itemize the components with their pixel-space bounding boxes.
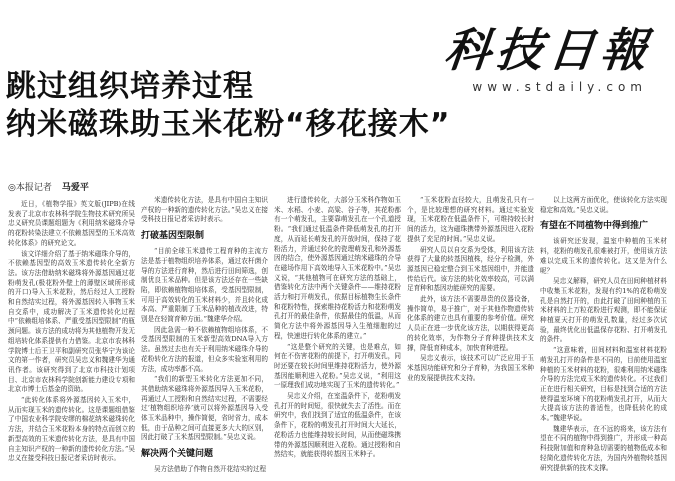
article-paragraph: 研究人员以自交系为受体，利用该方法获得了大量的转基因植株，经分子检测，外源基因已稳定整合到玉米基因组中，并能遗传给后代。该方法的转化效率较高，可以满足育种和基因功能研究的需要。 xyxy=(407,245,534,293)
article-paragraph: 此外，该方法不需要昂贵的仪器设备，操作简单，易于推广，对于其他作物遗传转化体系的建立也具有重要的参考价值。研究人员正在进一步优化该方法，以期获得更高的转化效率，为作物分子育种提供技术支撑，降低育种成本，加快育种进程。 xyxy=(407,295,534,352)
headline xyxy=(6,68,566,144)
article-paragraph: 米遗传转化方法，是具有中国自主知识产权的一种新的遗传转化方法。”吴忠义在接受科技日报记者采访时表示。 xyxy=(141,196,268,224)
byline xyxy=(8,180,89,193)
article-paragraph: 吴忠义解释，研究人员在田间种植材料中收集玉米花粉，发现有约1%的花粉萌发孔是自然打开的，由此打破了田间种植的玉米材料的上万粒花粉进行观测，即不能保证种植夏天打开的萌发孔数量，经过多次试验，最终优化出低温保存花粉、打开萌发孔的条件。 xyxy=(540,277,667,344)
newspaper-logo: 科技日報 xyxy=(441,23,656,77)
article-column-5 xyxy=(540,196,667,478)
byline-author: 马爱平 xyxy=(61,183,89,193)
article-paragraph: 吴方法借助了作物自然开花结实的过程 xyxy=(154,465,267,474)
article-paragraph: “此转化体系将外源基因转入玉米中，从而实现玉米的遗传转化。这是课题组借鉴了中国农业科学院安缪的棉花纳米磁珠转化方法，并结合玉米花粉本身的特点而创立的新型高效的玉米遗传转化方法，是具有中国自主知识产权的一种新的遗传转化方法。”吴忠义在接受科技日报记者采访时表示。 xyxy=(8,396,135,463)
section-heading: 有望在不同植物中得到推广 xyxy=(540,221,649,232)
article-paragraph: 吴忠义表示，该技术可以广泛应用于玉米基因功能研究和分子育种，为我国玉米种业的发展提供技术支持。 xyxy=(407,354,534,382)
article-paragraph: 该文详细介绍了基于纳米磁珠介导的，不依赖基因型的高效玉米遗传转化全新方法。该方法借助纳米磁珠将外源基因通过花粉萌发孔(极花粉外壁上的薄壁区域所形成的开口)导入玉米花粉，然后经过人工授粉和自然结实过程，将外源基因转入事物玉米自交系中，成功解决了玉米遗传转化过程中“依赖组培体系、严重受基因型限制”的瓶颈问题。该方法的成功将为其他植物开发无组培转化体系提供有力借鉴。北京市农林科学院博士后王卫平和副研究员张华宁为该论文的第一作者，研究员吴忠义和魏建华为通讯作者。该研究得到了北京市科技计划项目、北京市农林科学院创新能力建设专项和北京市博士后基金的资助。 xyxy=(8,249,135,394)
section-heading: 解决两个关键问题 xyxy=(141,449,214,460)
article-paragraph: “这是整个研究的关键，也是难点，如何在不伤害花粉的前提下，打开萌发孔，同时还要在较长时间里维持花粉活力，使外源基因能顺利进入花粉。”吴忠义说，“利用这一原理我们成功地实现了玉米的遗传转化。” xyxy=(274,342,401,390)
article-column-4 xyxy=(407,196,534,478)
article-column-3 xyxy=(274,196,401,478)
article-paragraph: 魏建华表示，在不远的将来，该方法有望在不同的植物中得到推广，并形成一种高科技附加值和育种急切需要的植物低成本和轻简化遗传转化方法，为国内外植物转基因研究提供新的技术支撑。 xyxy=(540,424,667,472)
headline-line-2: 纳米磁珠助玉米花粉“移花接木” xyxy=(6,107,451,142)
article-paragraph: 以上这两方面优化，使该转化方法实现稳定和高效。”吴忠义说。 xyxy=(540,196,667,214)
article-column-2 xyxy=(141,196,268,478)
article-column-1 xyxy=(8,196,135,478)
article-paragraph: 近日，《植物学报》英文版(JIPB)在线发表了北京市农林科学院生物技术研究所吴忠义研究员课题组题为《利用纳米磁珠介导的花粉转染法建立不依赖基因型的玉米高效转化体系》的研究论文。 xyxy=(8,200,135,247)
article-paragraph: 因此急需一种不依赖植物组培体系，不受基因型限制的玉米新型高效DNA导入方法。虽然过去也有关于利用纳米磁珠介导的花粉转化方法的报道，但众多实验室利用的方法，成功率都不高。 xyxy=(141,325,268,373)
article-paragraph: 该研究还发现，温室中种植的玉米材料，花粉的萌发孔很难被打开，使用该方法难以完成玉米的遗传转化。这又是为什么呢？ xyxy=(540,237,667,275)
article-body xyxy=(8,196,668,478)
article-paragraph: 进行遗传转化，大部分玉米科作物如玉米、水稻、小麦、高粱、谷子等，其花粉都有一个萌发孔，主要靠萌发孔在一个孔道授粉。“我们通过低温条件降低萌发孔的打开度，从而延长萌发孔的开放时间，保持了花粉活力，并通过转化的瓷理萌发孔和外源基因的结合，使外源基因通过纳米磁珠的介导在磁场作用下高效地导入玉米花粉中。”吴忠义说，“其他植物可在研究方法的基础上，借鉴转化方法中两个关键条件——维持花粉活力和打开萌发孔，依据目标植物生长条件和花粉特性，探索维持花粉活力和花粉萌发孔打开的最佳条件，依据最佳的低温，从而简化方法中将外源基因导入生殖细胞的过程，快速进行转化体系的建立。” xyxy=(274,196,401,340)
article-paragraph: “玉米花粉直径较大，且萌发孔只有一个，是比较理想的研究材料。通过实验发现，玉米花粉在低温条件下，可维持较长时间的活力，这为磁珠携带外源基因进入花粉提供了充足的时间。”吴忠义说。 xyxy=(407,196,534,243)
article-paragraph: “我们的新型玉米转化方法更加不同，其借助纳米磁珠将外源基因导入玉米花粉，再通过人工授粉和自然结实过程，不需要经过‘植物组织培养’就可以将外源基因导入受体玉米品种中，操作简便，省时省力，成本低，由于品种之间可直接更多大大的区别，因此打破了玉米基因型限制。”吴忠义说。 xyxy=(141,375,268,442)
section-heading: 打破基因型限制 xyxy=(141,231,205,242)
article-paragraph: 吴忠义介绍，在室温条件下，花粉萌发孔打开的时间短，很快就失去了活性。而在研究中，我们找到了适宜的低温条件，在该条件下，花粉的萌发孔打开时间大大延长，花粉活力也能维持较长时间，从而使磁珠携带的外源基因顺利进入花粉。通过授粉和自然结实，就能获得转基因玉米种子。 xyxy=(274,392,401,459)
byline-label: ◎本报记者 xyxy=(8,183,52,193)
website-url: www.stdaily.com xyxy=(472,80,647,94)
article-paragraph: “目前全球玉米遗传工程育种的主流方法是基于植物组织培养体系，通过农杆菌介导的方法进行育种，然后进行田间筛选，创制优良玉米品种。但是该方法还存在一些缺陷，即依赖植物组培体系，受基因型限制，可用于高效转化的玉米材料少，并且转化成本高、严重限制了玉米品种的植改改进，特别是在轻简育种方面。”魏建华介绍。 xyxy=(141,247,268,324)
headline-line-1: 跳过组织培养过程 xyxy=(6,69,254,104)
article-paragraph: “这意味着，田间材料和温室材料花粉萌发孔打开的条件是不同的，目前使用温室种植的玉米材料的花粉，很难利用纳米磁珠介导的方法完成玉米的遗传转化。不过我们正在进行相关研究，目标是找到合适的方法使得温室环境下的花粉萌发孔打开，从而大大提高该方法的普适性，也降低转化的成本。”魏建华说。 xyxy=(540,346,667,423)
